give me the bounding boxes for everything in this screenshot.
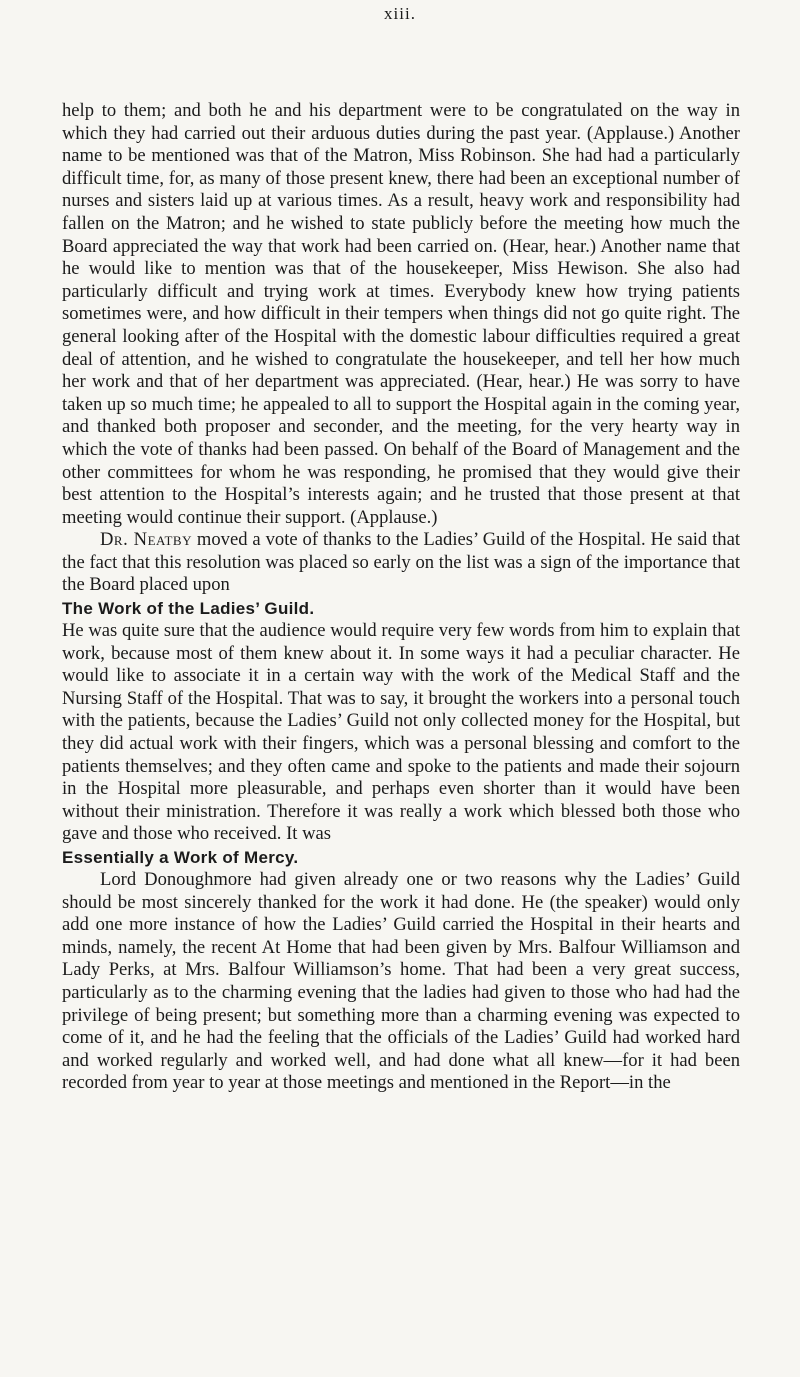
paragraph <box>62 529 740 597</box>
section-heading: The Work of the Ladies’ Guild. <box>62 599 315 619</box>
paragraph: help to them; and both he and his department were to be congratulated on the way in which they had carried out their arduous duties during the past year. (Applause.) Another name to be mentioned was that of the Matron, Miss Robinson. She had had a particularly difficult time, for, as many of those present knew, there had been an exceptional number of nurses and sisters laid up at various times. As a result, heavy work and responsibility had fallen on the Matron; and he wished to state publicly before the meeting how much the Board appreciated the way that work had been carried on. (Hear, hear.) Another name that he would like to mention was that of the housekeeper, Miss Hewison. She also had particularly difficult and trying work at times. Everybody knew how trying patients sometimes were, and how difficult in their tempers when things did not go quite right. The general looking after of the Hospital with the domestic labour difficulties required a great deal of attention, and he wished to congratulate the housekeeper, and tell her how much her work and that of her department was appreciated. (Hear, hear.) He was sorry to have taken up so much time; he appealed to all to support the Hospital again in the coming year, and thanked both proposer and seconder, and the meeting, for the very hearty way in which the vote of thanks had been passed. On behalf of the Board of Management and the other committees for whom he was responding, he promised that they would give their best attention to the Hospital’s interests again; and he trusted that those present at that meeting would continue their support. (Applause.) <box>62 100 740 528</box>
page-number: xiii. <box>384 4 416 23</box>
paragraph: He was quite sure that the audience would require very few words from him to explain that work, because most of them knew about it. In some ways it had a peculiar character. He would like to associate it in a certain way with the work of the Medical Staff and the Nursing Staff of the Hospital. That was to say, it brought the workers into a personal touch with the patients, because the Ladies’ Guild not only collected money for the Hospital, but they did actual work with their fingers, which was a personal blessing and comfort to the patients themselves; and they often came and spoke to the patients and made their sojourn in the Hospital more pleasurable, and perhaps even shorter than it would have been without their ministration. Therefore it was really a work which blessed both those who gave and those who received. It was <box>62 620 740 845</box>
paragraph-text: moved a vote of thanks to the Ladies’ Guild of the Hospital. He said that the fact that this resolution was placed so early on the list was a sign of the importance that the Board placed upon <box>62 529 740 596</box>
paragraph: Lord Donoughmore had given already one or two reasons why the Ladies’ Guild should be most sincerely thanked for the work it had done. He (the speaker) would only add one more instance of how the Ladies’ Guild carried the Hospital in their hearts and minds, namely, the recent At Home that had been given by Mrs. Balfour Williamson and Lady Perks, at Mrs. Balfour Williamson’s home. That had been a very great success, particularly as to the charming evening that the ladies had given to those who had had the privilege of being present; but something more than a charming evening was expected to come of it, and he had the feeling that the officials of the Ladies’ Guild had worked hard and worked regularly and worked well, and had done what all knew—for it had been recorded from year to year at those meetings and mentioned in the Report—in the <box>62 869 740 1094</box>
body-text <box>62 100 740 1095</box>
speaker-name: Dr. Neatby <box>100 529 192 551</box>
section-heading: Essentially a Work of Mercy. <box>62 848 299 867</box>
